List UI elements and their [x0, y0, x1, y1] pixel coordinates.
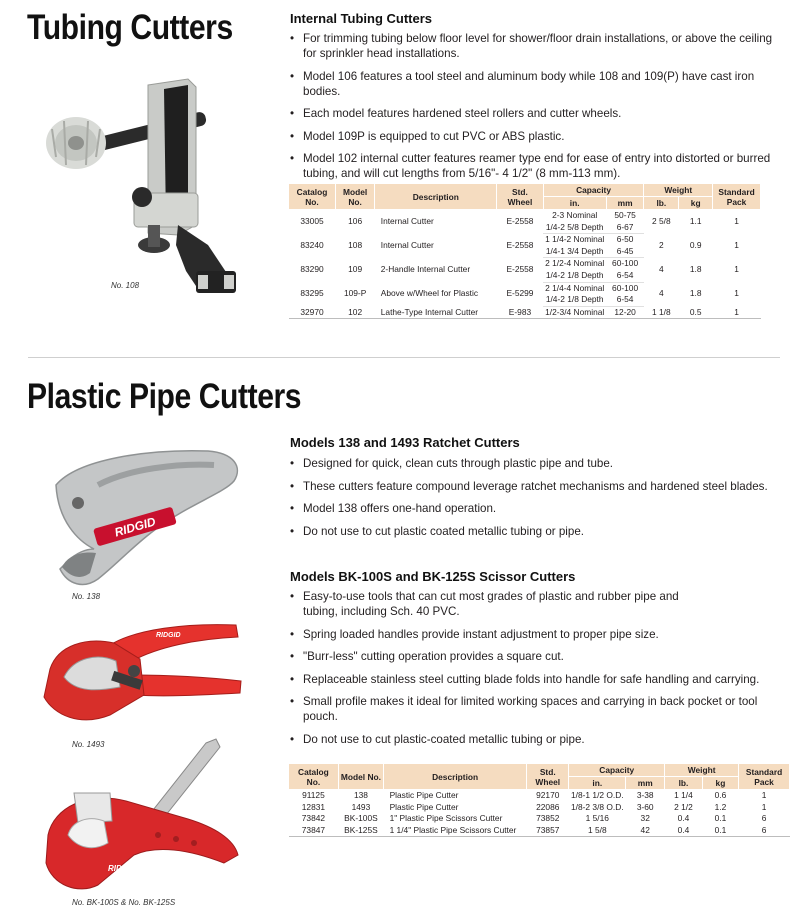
plastic-cutter-spec-table	[288, 763, 790, 837]
bullet-item: • Easy-to-use tools that can cut most grades of plastic and rubber pipe and tubing, including Sch. 40 PVC.	[290, 589, 780, 619]
col-weight: Weight	[665, 764, 739, 777]
bullet-item: • Designed for quick, clean cuts through plastic pipe and tube.	[290, 456, 780, 471]
table-row	[289, 825, 790, 837]
bullet-item: • Replaceable stainless steel cutting blade folds into handle for safe handling and carrying.	[290, 672, 780, 687]
cell-catalog: 73842	[301, 813, 326, 824]
bullet-item: • For trimming tubing below floor level for shower/floor drain installations, or above the ceiling for sprinkler head installations.	[290, 31, 780, 61]
cell-wheel: E-5299	[506, 288, 534, 299]
cell-catalog: 91125	[302, 790, 325, 800]
cell-cap-mm: 6-67	[606, 222, 644, 234]
cell-catalog: 12831	[301, 801, 326, 812]
cell-pack: 1	[734, 216, 739, 227]
cell-kg: 1.1	[689, 216, 702, 227]
cell-model: 106	[348, 216, 363, 227]
cell-cap-mm: 3-60	[636, 801, 654, 812]
cell-cap-mm: 6-54	[606, 294, 644, 306]
internal-tubing-cutter-image	[38, 75, 248, 315]
cell-lb: 1 1/4	[674, 790, 693, 800]
col-w-kg: kg	[702, 777, 738, 790]
cell-catalog: 73847	[289, 825, 339, 837]
table-row	[289, 234, 761, 246]
bullet-item: • Do not use to cut plastic coated metallic tubing or pipe.	[290, 524, 780, 539]
cell-description: Internal Cutter	[380, 216, 434, 227]
col-cap-in: in.	[569, 777, 626, 790]
cell-description: Plastic Pipe Cutter	[389, 790, 459, 800]
bullet-item: • Model 102 internal cutter features reamer type end for ease of entry into distorted or burred tubing, and will cut lengths from 5/16"- 4 1/2" (8 mm-113 mm).	[290, 151, 780, 181]
cell-model: 102	[336, 306, 375, 319]
bullet-item: • Do not use to cut plastic-coated metallic tubing or pipe.	[290, 732, 780, 747]
cell-model: 109-P	[343, 288, 367, 299]
cell-cap-mm: 50-75	[614, 210, 636, 220]
cell-model: 1493	[351, 801, 371, 812]
table-row	[289, 282, 761, 294]
caption-bk: No. BK-100S & No. BK-125S	[72, 898, 176, 907]
cell-cap-mm: 60-100	[612, 282, 639, 293]
cell-cap-in: 2 1/2-4 Nominal	[545, 258, 605, 269]
cell-wheel: 22086	[536, 801, 560, 812]
bullet-item: • Model 109P is equipped to cut PVC or ABS plastic.	[290, 129, 780, 144]
col-model: Model No.	[336, 184, 375, 210]
plastic-section-title: Plastic Pipe Cutters	[27, 377, 302, 416]
cell-lb: 2 5/8	[652, 216, 671, 227]
scissor-cutters-bullets	[290, 589, 780, 754]
caption-138: No. 138	[72, 592, 101, 601]
bullet-item: • Model 138 offers one-hand operation.	[290, 501, 780, 516]
cell-kg: 0.6	[714, 790, 727, 800]
bullet-item: • Model 106 features a tool steel and aluminum body while 108 and 109(P) have cast iron bodies.	[290, 69, 780, 99]
section-divider	[28, 357, 780, 358]
ridgid-logo-138: RIDGID	[112, 514, 158, 540]
tubing-image-caption: No. 108	[111, 281, 140, 290]
bullet-item: • Spring loaded handles provide instant adjustment to proper pipe size.	[290, 627, 780, 642]
cell-cap-mm: 60-100	[612, 258, 639, 269]
col-pack: Standard Pack	[739, 764, 790, 790]
cell-kg: 1.2	[714, 801, 727, 812]
cell-cap-in: 1 1/4-2 Nominal	[545, 234, 605, 245]
scissor-cutter-bk-image	[38, 735, 248, 900]
cell-model: 108	[348, 239, 363, 250]
cell-cap-mm: 6-54	[606, 270, 644, 282]
cell-pack: 6	[761, 813, 767, 824]
cell-wheel: E-983	[497, 306, 543, 319]
cell-lb: 4	[659, 288, 664, 299]
cell-cap-in: 1/4-2 5/8 Depth	[543, 222, 606, 234]
cell-catalog: 83290	[300, 264, 324, 275]
scissor-cutters-subtitle: Models BK-100S and BK-125S Scissor Cutters	[290, 569, 576, 584]
cell-lb: 1 1/8	[644, 306, 679, 319]
cell-description: Internal Cutter	[380, 239, 434, 250]
cell-pack: 1	[761, 801, 767, 812]
cell-wheel: 92170	[536, 790, 560, 800]
cell-wheel: E-2558	[506, 239, 534, 250]
cell-cap-mm: 12-20	[606, 306, 644, 319]
cell-wheel: 73852	[536, 813, 560, 824]
cell-catalog: 33005	[300, 216, 324, 227]
col-w-lb: lb.	[644, 197, 679, 210]
cell-catalog: 83295	[300, 288, 324, 299]
cell-cap-in: 1/4-2 1/8 Depth	[543, 270, 606, 282]
col-description: Description	[375, 184, 497, 210]
cell-lb: 2 1/2	[674, 801, 693, 812]
internal-tubing-subtitle: Internal Tubing Cutters	[290, 11, 433, 26]
tubing-section-title: Tubing Cutters	[27, 8, 233, 47]
bullet-item: • Small profile makes it ideal for limited working spaces and carrying in back pocket or tool pouch.	[290, 694, 780, 724]
cell-cap-mm: 42	[626, 825, 665, 837]
cell-pack: 1	[734, 239, 739, 250]
table-row	[289, 813, 790, 825]
cell-kg: 0.1	[702, 825, 738, 837]
cell-cap-in: 2-3 Nominal	[552, 210, 598, 220]
table-row	[289, 790, 790, 802]
table-row	[289, 210, 761, 222]
cell-cap-in: 1/2-3/4 Nominal	[543, 306, 606, 319]
caption-1493: No. 1493	[72, 740, 105, 749]
col-capacity: Capacity	[543, 184, 644, 197]
cell-cap-mm: 6-45	[606, 246, 644, 258]
cell-cap-in: 1 5/16	[585, 813, 609, 824]
col-pack: Standard Pack	[713, 184, 761, 210]
cell-cap-mm: 3-38	[636, 790, 654, 800]
cell-lb: 0.4	[677, 813, 690, 824]
cell-pack: 1	[761, 790, 767, 800]
cell-cap-in: 2 1/4-4 Nominal	[545, 282, 605, 293]
tubing-cutter-spec-table	[288, 183, 761, 319]
col-model: Model No.	[338, 764, 383, 790]
col-weight: Weight	[644, 184, 713, 197]
cell-pack: 6	[739, 825, 790, 837]
cell-kg: 1.8	[689, 288, 702, 299]
cell-cap-in: 1/8-1 1/2 O.D.	[571, 790, 624, 800]
col-wheel: Std. Wheel	[497, 184, 543, 210]
cell-lb: 0.4	[665, 825, 703, 837]
bullet-item: • "Burr-less" cutting operation provides a square cut.	[290, 649, 780, 664]
cell-kg: 0.5	[679, 306, 713, 319]
col-wheel: Std. Wheel	[527, 764, 569, 790]
cell-pack: 1	[734, 288, 739, 299]
col-cap-mm: mm	[626, 777, 665, 790]
cell-lb: 2	[659, 239, 664, 250]
cell-description: Above w/Wheel for Plastic	[380, 288, 479, 299]
ridgid-logo-1493: RIDGID	[156, 632, 181, 639]
cell-description: Plastic Pipe Cutter	[389, 801, 459, 812]
cell-description: Lathe-Type Internal Cutter	[375, 306, 497, 319]
cell-wheel: 73857	[527, 825, 569, 837]
table-row	[289, 258, 761, 270]
col-capacity: Capacity	[569, 764, 665, 777]
cell-lb: 4	[659, 264, 664, 275]
cell-catalog: 83240	[300, 239, 324, 250]
cell-model: 138	[353, 790, 368, 800]
col-cap-in: in.	[543, 197, 606, 210]
cell-description: 2-Handle Internal Cutter	[380, 264, 471, 275]
internal-tubing-bullets	[290, 31, 780, 189]
col-description: Description	[384, 764, 527, 790]
cell-kg: 1.8	[689, 264, 702, 275]
cell-description: 1" Plastic Pipe Scissors Cutter	[389, 813, 503, 824]
cell-cap-in: 1/8-2 3/8 O.D.	[571, 801, 624, 812]
cell-cap-in: 1/4-1 3/4 Depth	[543, 246, 606, 258]
ratchet-cutters-subtitle: Models 138 and 1493 Ratchet Cutters	[290, 435, 520, 450]
col-catalog: Catalog No.	[289, 764, 339, 790]
col-catalog: Catalog No.	[289, 184, 336, 210]
cell-description: 1 1/4" Plastic Pipe Scissors Cutter	[384, 825, 527, 837]
cell-kg: 0.9	[689, 239, 702, 250]
bullet-item: • These cutters feature compound leverage ratchet mechanisms and hardened steel blades.	[290, 479, 780, 494]
ratchet-cutters-bullets	[290, 456, 780, 546]
cell-cap-mm: 6-50	[616, 234, 634, 245]
cell-catalog: 32970	[289, 306, 336, 319]
cell-wheel: E-2558	[506, 264, 534, 275]
ridgid-logo-bk: RIDGID	[108, 864, 136, 873]
cell-cap-in: 1/4-2 1/8 Depth	[543, 294, 606, 306]
cell-kg: 0.1	[714, 813, 727, 824]
ratchet-cutter-1493-image	[36, 615, 246, 740]
cell-cap-mm: 32	[640, 813, 650, 824]
cell-model: 109	[348, 264, 363, 275]
cell-pack: 1	[734, 264, 739, 275]
cell-model: BK-125S	[338, 825, 383, 837]
cell-wheel: E-2558	[506, 216, 534, 227]
cell-model: BK-100S	[344, 813, 378, 824]
bullet-item: • Each model features hardened steel rollers and cutter wheels.	[290, 106, 780, 121]
ratchet-cutter-138-image	[38, 445, 243, 595]
cell-pack: 1	[713, 306, 761, 319]
table-row	[289, 306, 761, 319]
col-cap-mm: mm	[606, 197, 644, 210]
col-w-lb: lb.	[665, 777, 703, 790]
table-row	[289, 802, 790, 814]
col-w-kg: kg	[679, 197, 713, 210]
cell-cap-in: 1 5/8	[569, 825, 626, 837]
